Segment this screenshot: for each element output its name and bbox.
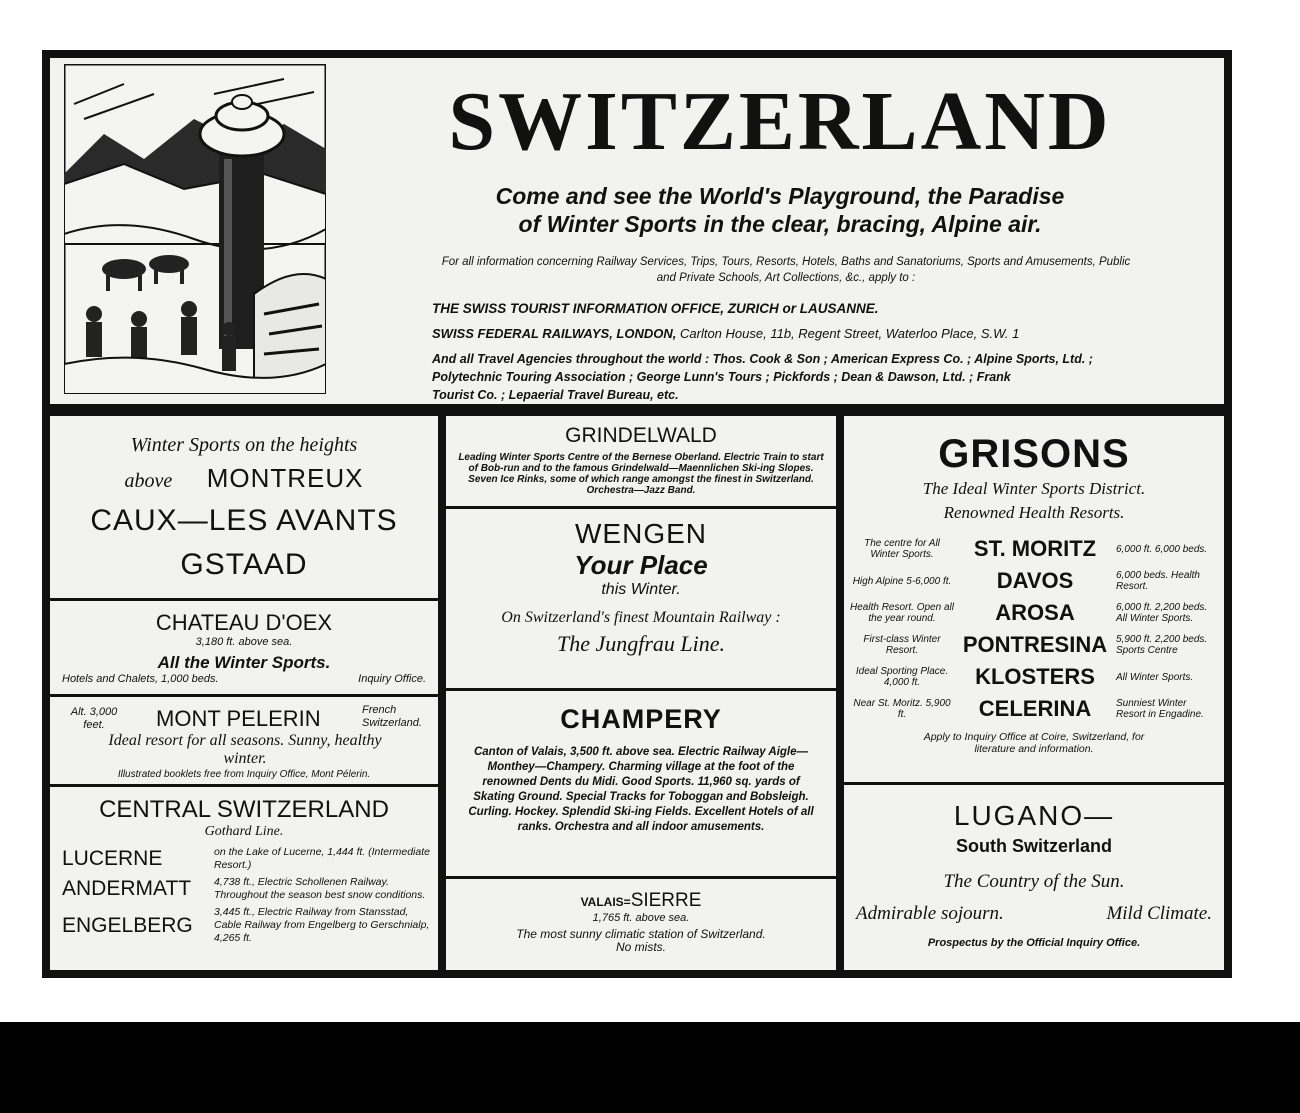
header-info <box>350 254 1222 286</box>
resort-name: KLOSTERS <box>975 664 1095 689</box>
divider <box>446 876 836 879</box>
above-label: above <box>124 470 173 492</box>
header-title: SWITZERLAND <box>448 75 1112 168</box>
chateau-altitude: 3,180 ft. above sea. <box>195 636 293 648</box>
bottom-bar <box>0 1022 1300 1113</box>
central-title: CENTRAL SWITZERLAND <box>99 796 389 823</box>
central-row-desc: 4,738 ft., Electric Schollenen Railway. Throughout the season best snow conditions. <box>214 876 426 901</box>
wengen-your-place: Your Place <box>574 550 708 580</box>
advertisement <box>42 50 1232 978</box>
central-row <box>62 876 430 902</box>
central-row-desc: 3,445 ft., Electric Railway from Stansstad, Cable Railway from Engelberg to Gerschnialp, 4,265 ft. <box>214 906 430 944</box>
central-row-name: LUCERNE <box>62 847 163 870</box>
central-row-name: ENGELBERG <box>62 913 193 937</box>
winter-scene-illustration <box>64 64 326 394</box>
grisons-subtitle-2: Renowned Health Resorts. <box>943 503 1125 522</box>
resort-name: PONTRESINA <box>962 632 1108 657</box>
resort-left: High Alpine 5-6,000 ft. <box>852 575 952 587</box>
resort-row <box>850 661 1218 693</box>
chateau-hotels: Hotels and Chalets, 1,000 beds. <box>62 673 219 685</box>
chateau-footer <box>50 673 438 686</box>
wengen-block <box>446 510 836 686</box>
grisons-block <box>844 416 1224 780</box>
lugano-climate-row <box>844 903 1224 925</box>
champery-desc: Canton of Valais, 3,500 ft. above sea. Electric Railway Aigle—Monthey—Champery. Charming village at the foot of the renowned Dents du Midi. Good Sports. 11,960 sq. yards of Skating Ground. Special Tracks for Toboggan and Bobsleigh. Curling. Hockey. Splendid Ski-ing Fields. Excellent Hotels of all ranks. Orchestra and all indoor amusements. <box>468 746 814 833</box>
office-1: THE SWISS TOURIST INFORMATION OFFICE, ZURICH or LAUSANNE. <box>432 301 879 316</box>
central-row-desc: on the Lake of Lucerne, 1,444 ft. (Intermediate Resort.) <box>214 846 430 871</box>
grindelwald-desc: Leading Winter Sports Centre of the Bernese Oberland. Electric Train to start of Bob-run and to the famous Grindelwald—Maennlichen Ski-ing Slopes. Seven Ice Rinks, some of which range amongst the finest in Switzerland. Orchestra—Jazz Band. <box>458 452 824 496</box>
divider <box>50 784 438 787</box>
champery-block <box>446 692 836 874</box>
wengen-railway: On Switzerland's finest Mountain Railway : <box>501 609 781 626</box>
resort-name: DAVOS <box>996 568 1074 593</box>
chateau-name: CHATEAU D'OEX <box>155 610 333 635</box>
agencies <box>432 350 1224 404</box>
resort-right: 6,000 ft. 6,000 beds. <box>1116 543 1208 555</box>
central-row-name: ANDERMATT <box>62 877 192 900</box>
sierre-block <box>446 880 836 970</box>
central-subtitle: Gothard Line. <box>204 824 284 839</box>
middle-column <box>446 416 836 970</box>
resort-name: CELERINA <box>978 696 1092 721</box>
wengen-line: The Jungfrau Line. <box>556 631 726 656</box>
resort-name: ST. MORITZ <box>973 536 1097 561</box>
pelerin-name: MONT PELERIN <box>156 706 321 731</box>
central-row <box>62 846 430 872</box>
sierre-prefix: VALAIS= <box>580 895 631 909</box>
info-line-1: For all information concerning Railway Services, Trips, Tours, Resorts, Hotels, Baths and Sanatoriums, Sports and Amusements, Public <box>441 256 1131 268</box>
sierre-desc: The most sunny climatic station of Switzerland. <box>516 927 766 941</box>
resort-left: Near St. Moritz. 5,900 ft. <box>853 698 951 720</box>
resort-left: Health Resort. Open all the year round. <box>850 602 954 624</box>
resort-row <box>850 629 1218 661</box>
agencies-line-2: Polytechnic Touring Association ; George Lunn's Tours ; Pickfords ; Dean & Dawson, Ltd. ; Frank <box>432 370 1011 384</box>
pelerin-desc: Ideal resort for all seasons. Sunny, healthy winter. <box>108 732 382 767</box>
montreux-block <box>50 416 438 596</box>
resort-left: First-class Winter Resort. <box>863 634 941 656</box>
chateau-block <box>50 602 438 692</box>
lugano-block <box>844 786 1224 970</box>
resort-row <box>850 565 1218 597</box>
divider <box>446 506 836 509</box>
divider <box>50 694 438 697</box>
divider <box>844 782 1224 785</box>
montreux-line-2 <box>50 463 438 494</box>
agencies-line-1: And all Travel Agencies throughout the world : Thos. Cook & Son ; American Express Co. ; Alpine Sports, Ltd. ; <box>432 352 1093 366</box>
sierre-name: SIERRE <box>630 890 702 911</box>
sierre-altitude: 1,765 ft. above sea. <box>592 912 690 924</box>
header-tagline <box>350 182 1210 238</box>
lugano-sojourn: Admirable sojourn. <box>856 903 1004 924</box>
header-panel <box>50 58 1224 404</box>
champery-name: CHAMPERY <box>560 704 722 734</box>
wengen-name: WENGEN <box>575 518 707 549</box>
central-row <box>62 906 430 945</box>
left-column <box>50 416 438 970</box>
lugano-region: South Switzerland <box>955 836 1112 856</box>
grindelwald-name: GRINDELWALD <box>565 424 717 447</box>
tagline-line-2: of Winter Sports in the clear, bracing, Alpine air. <box>518 211 1042 237</box>
resort-left: Ideal Sporting Place. 4,000 ft. <box>855 666 949 688</box>
agencies-line-3: Tourist Co. ; Lepaerial Travel Bureau, etc. <box>432 388 679 402</box>
office-2-address: Carlton House, 11b, Regent Street, Waterloo Place, S.W. 1 <box>680 326 1020 341</box>
grisons-subtitle-1: The Ideal Winter Sports District. <box>922 479 1146 498</box>
resort-row <box>850 597 1218 629</box>
lugano-prospectus: Prospectus by the Official Inquiry Office. <box>927 937 1141 949</box>
resort-name: AROSA <box>995 600 1075 625</box>
montreux-name: MONTREUX <box>206 463 364 493</box>
resort-right: 5,900 ft. 2,200 beds. Sports Centre <box>1116 634 1208 656</box>
caux-name: CAUX—LES AVANTS <box>90 504 398 537</box>
grisons-title: GRISONS <box>938 432 1130 476</box>
sierre-title <box>446 890 836 912</box>
gstaad-name: GSTAAD <box>180 548 308 581</box>
resort-row <box>850 693 1218 725</box>
montreux-line-1: Winter Sports on the heights <box>130 434 358 456</box>
lugano-name: LUGANO— <box>953 800 1115 831</box>
grindelwald-block <box>446 416 836 504</box>
resort-right: 6,000 beds. Health Resort. <box>1116 570 1200 592</box>
wengen-this-winter: this Winter. <box>601 581 681 598</box>
lugano-climate: Mild Climate. <box>1106 903 1212 924</box>
central-block <box>50 788 438 970</box>
info-line-2: and Private Schools, Art Collections, &c., apply to : <box>656 272 916 284</box>
office-2-name: SWISS FEDERAL RAILWAYS, LONDON, <box>432 326 677 341</box>
divider <box>446 688 836 691</box>
pelerin-region: French Switzerland. <box>362 704 422 729</box>
chateau-sports: All the Winter Sports. <box>157 653 331 672</box>
pelerin-booklets: Illustrated booklets free from Inquiry Office, Mont Pélerin. <box>117 769 371 780</box>
grisons-apply: Apply to Inquiry Office at Coire, Switzerland, for literature and information. <box>923 731 1145 755</box>
pelerin-block <box>50 698 438 782</box>
sierre-mists: No mists. <box>615 940 666 954</box>
lugano-country: The Country of the Sun. <box>943 871 1125 892</box>
resort-right: 6,000 ft. 2,200 beds. All Winter Sports. <box>1116 602 1208 624</box>
woodcut-image <box>64 64 326 394</box>
office-2 <box>432 326 1019 341</box>
tagline-line-1: Come and see the World's Playground, the Paradise <box>495 183 1065 209</box>
pelerin-alt: Alt. 3,000 feet. <box>70 706 118 731</box>
resort-row <box>850 533 1218 565</box>
right-column <box>844 416 1224 970</box>
resort-left: The centre for All Winter Sports. <box>864 538 940 560</box>
resort-right: Sunniest Winter Resort in Engadine. <box>1116 698 1204 720</box>
resort-right: All Winter Sports. <box>1116 671 1194 683</box>
divider <box>50 598 438 601</box>
chateau-inquiry: Inquiry Office. <box>358 673 426 685</box>
